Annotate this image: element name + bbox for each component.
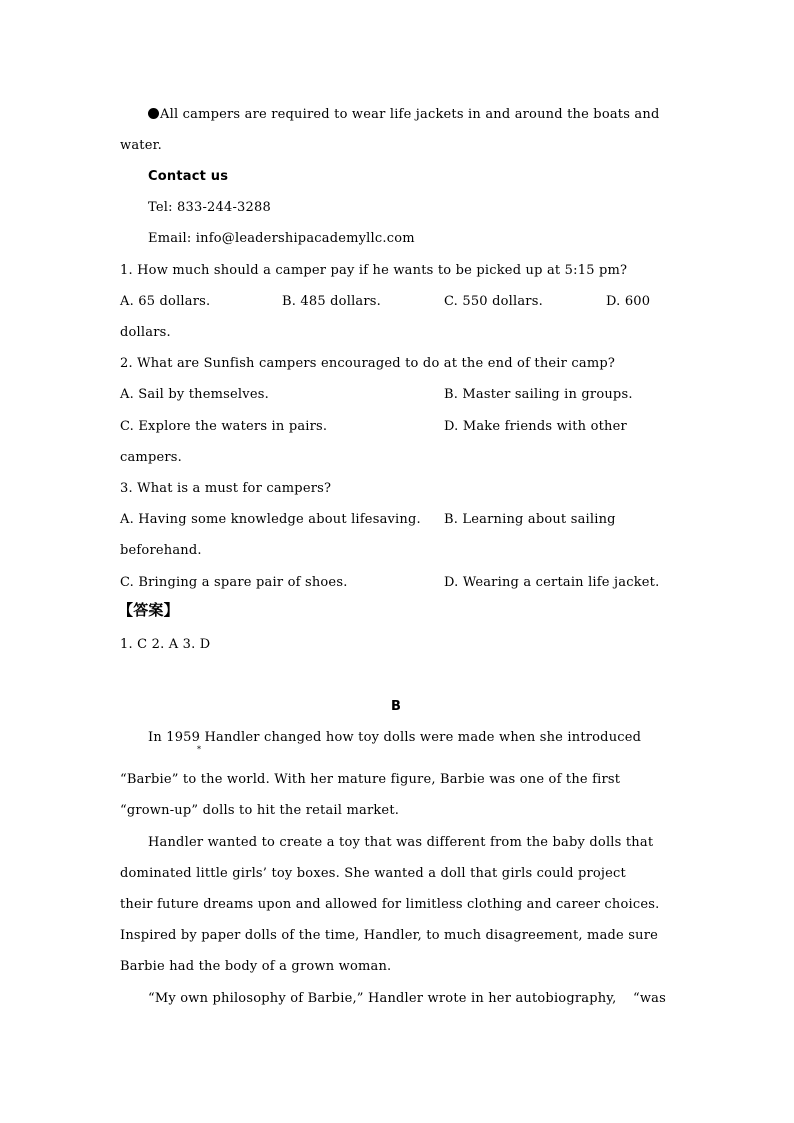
- passage-p2-line-3: their future dreams upon and allowed for limitless clothing and career choices.: [120, 897, 660, 912]
- q1-option-d: D. 600: [606, 294, 651, 309]
- rule-line-2: water.: [120, 138, 162, 153]
- q2-option-d: D. Make friends with other: [444, 419, 627, 434]
- passage-p1-line-1: In 1959 Handler changed how toy dolls were made when she introduced: [148, 730, 642, 745]
- passage-p3-text: “My own philosophy of Barbie,” Handler wrote in her autobiography,: [148, 991, 617, 1006]
- question-1: 1. How much should a camper pay if he wants to be picked up at 5:15 pm?: [120, 263, 628, 278]
- contact-tel: Tel: 833-244-3288: [148, 200, 271, 215]
- answer-values: 1. C 2. A 3. D: [120, 637, 211, 652]
- q1-option-a: A. 65 dollars.: [120, 294, 211, 309]
- contact-email: Email: info@leadershipacademyllc.com: [148, 231, 415, 246]
- q3-option-b-continued: beforehand.: [120, 543, 202, 558]
- passage-p3-line-1: [148, 991, 666, 1007]
- passage-p2-line-4: Inspired by paper dolls of the time, Handler, to much disagreement, made sure: [120, 928, 659, 943]
- contact-heading: Contact us: [148, 169, 229, 184]
- q2-option-c: C. Explore the waters in pairs.: [120, 419, 328, 434]
- q3-option-c: C. Bringing a spare pair of shoes.: [120, 575, 348, 590]
- passage-p2-line-2: dominated little girls’ toy boxes. She wanted a doll that girls could project: [120, 866, 626, 881]
- q1-option-b: B. 485 dollars.: [282, 294, 381, 309]
- answer-heading: 【答案】: [118, 601, 179, 619]
- passage-p2-line-1: Handler wanted to create a toy that was different from the baby dolls that: [148, 835, 654, 850]
- question-3: 3. What is a must for campers?: [120, 481, 332, 496]
- q2-option-b: B. Master sailing in groups.: [444, 387, 633, 402]
- rule-text: All campers are required to wear life jackets in and around the boats and: [160, 107, 660, 122]
- bullet-icon: [148, 108, 159, 119]
- q1-option-d-continued: dollars.: [120, 325, 171, 340]
- question-2: 2. What are Sunfish campers encouraged to do at the end of their camp?: [120, 356, 616, 371]
- q2-option-a: A. Sail by themselves.: [120, 387, 269, 402]
- footnote-mark: *: [197, 745, 202, 754]
- q3-option-a: A. Having some knowledge about lifesaving.: [120, 512, 421, 527]
- section-b-heading: B: [391, 699, 402, 714]
- q3-option-b: B. Learning about sailing: [444, 512, 616, 527]
- passage-p1-line-2: “Barbie” to the world. With her mature figure, Barbie was one of the first: [120, 772, 621, 787]
- passage-p1-line-3: “grown-up” dolls to hit the retail market.: [120, 803, 400, 818]
- passage-p2-line-5: Barbie had the body of a grown woman.: [120, 959, 392, 974]
- q2-option-d-continued: campers.: [120, 450, 182, 465]
- q3-option-d: D. Wearing a certain life jacket.: [444, 575, 660, 590]
- rule-line-1: [148, 107, 659, 123]
- q1-option-c: C. 550 dollars.: [444, 294, 543, 309]
- passage-p3-quote-start: “was: [633, 991, 666, 1006]
